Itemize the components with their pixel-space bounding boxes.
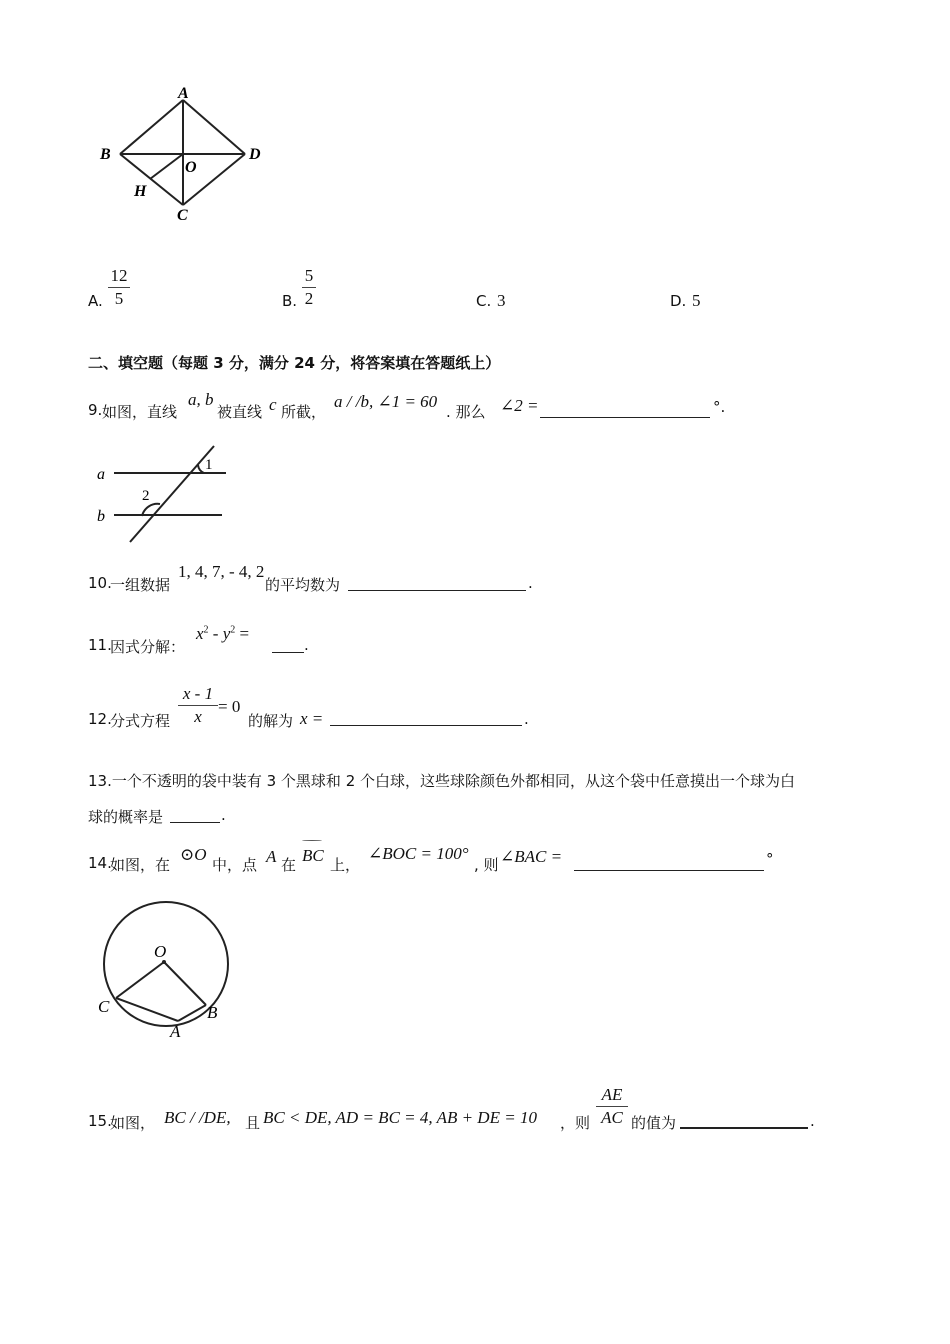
q15-text-3: ，则 <box>560 1114 591 1132</box>
arc-symbol-icon <box>302 840 322 842</box>
option-a-denominator: 5 <box>114 289 124 308</box>
q15-text-2: 且 <box>245 1114 261 1132</box>
q12-fraction <box>178 684 218 727</box>
q10-tail: . <box>528 574 533 592</box>
option-b-label: B. <box>282 292 298 310</box>
q9-text-2: 被直线 <box>217 403 263 421</box>
q10-text-1: 一组数据 <box>110 576 171 594</box>
option-c-value: 3 <box>497 291 506 310</box>
q15-math-conditions: BC < DE, AD = BC = 4, AB + DE = 10 <box>263 1108 537 1127</box>
q11-text-1: 因式分解： <box>110 638 186 656</box>
option-a-numerator: 12 <box>110 266 128 285</box>
option-b-numerator: 5 <box>304 266 314 285</box>
angle-label-1: 1 <box>205 457 213 473</box>
q9-number: 9. <box>88 401 103 419</box>
q14-math-bc: BC <box>302 846 324 865</box>
label-A: A <box>178 85 189 102</box>
label-C: C <box>177 207 188 224</box>
q9-math-condition: a / /b, ∠1 = 60 <box>334 392 438 411</box>
q15-text-1: 如图， <box>110 1114 156 1132</box>
q12-numerator: x - 1 <box>182 684 214 703</box>
q9-answer-blank[interactable] <box>540 401 710 418</box>
q14-tail: ° <box>766 850 774 868</box>
q13-answer-blank[interactable] <box>170 806 220 823</box>
q13-line-1: 13.一个不透明的袋中装有 3 个黑球和 2 个白球，这些球除颜色外都相同，从这个袋中任意摸出一个球为白 <box>88 772 796 790</box>
q12-equals-zero: = 0 <box>218 697 241 716</box>
q12-number: 12. <box>88 710 112 728</box>
q15-answer-blank[interactable] <box>680 1111 808 1129</box>
q10-math-data: 1, 4, 7, - 4, 2 <box>178 562 265 581</box>
q9-math-angle2: ∠2 = <box>500 396 539 415</box>
q15-text-4: 的值为 <box>631 1114 677 1132</box>
q9-math-ab: a, b <box>188 390 214 409</box>
q9-text-4: . 那么 <box>446 403 486 421</box>
q9-math-c: c <box>269 395 277 414</box>
q12-tail: . <box>524 710 529 728</box>
angle-label-2: 2 <box>142 488 150 504</box>
q10-text-2: 的平均数为 <box>265 576 341 594</box>
q12-denominator: x <box>194 707 202 726</box>
parallel-lines-figure <box>92 442 232 548</box>
q15-math-parallel: BC / /DE, <box>164 1108 231 1127</box>
q14-text-2: 中，点 <box>212 856 258 874</box>
q12-text-1: 分式方程 <box>110 712 171 730</box>
option-c-label: C. <box>476 292 492 310</box>
q15-denominator: AC <box>601 1108 623 1127</box>
q9-text-3: 所截， <box>281 403 327 421</box>
q15-numerator: AE <box>601 1085 623 1104</box>
q9-text-1: 如图，直线 <box>102 403 178 421</box>
circle-figure <box>92 898 242 1046</box>
label-H: H <box>134 183 147 200</box>
line-label-a: a <box>97 466 105 483</box>
q11-answer-blank[interactable] <box>272 636 304 653</box>
q11-number: 11. <box>88 636 112 654</box>
option-b-denominator: 2 <box>304 289 314 308</box>
option-a-fraction <box>108 266 130 309</box>
option-d-label: D. <box>670 292 687 310</box>
q15-number: 15. <box>88 1112 112 1130</box>
circle-label-B: B <box>207 1003 218 1022</box>
q13-line-2: 球的概率是 <box>88 808 164 826</box>
q14-number: 14. <box>88 854 112 872</box>
rhombus-figure <box>95 84 275 224</box>
q11-math: $x^2 - y^2$ = <box>196 624 250 643</box>
circle-label-O: O <box>154 942 167 961</box>
q14-math-circle: ⊙O <box>180 845 207 864</box>
circle-label-C: C <box>98 997 110 1016</box>
label-B: B <box>100 146 111 163</box>
q13-tail: . <box>221 806 226 824</box>
q15-tail: . <box>810 1112 815 1130</box>
q14-text-4: 上， <box>330 856 361 874</box>
q12-answer-blank[interactable] <box>330 709 522 726</box>
q14-text-5: , 则 <box>474 856 499 874</box>
q14-math-a: A <box>266 847 277 866</box>
q14-text-3: 在 <box>281 856 297 874</box>
option-d-value: 5 <box>692 291 701 310</box>
q14-math-angle-bac: ∠BAC = <box>500 847 563 866</box>
q10-answer-blank[interactable] <box>348 574 526 591</box>
option-a-label: A. <box>88 292 103 310</box>
q14-math-angle-boc: ∠BOC = 100° <box>368 844 469 863</box>
line-label-b: b <box>97 508 105 525</box>
q14-answer-blank[interactable] <box>574 854 764 871</box>
q9-tail: °. <box>713 398 726 416</box>
option-b-fraction <box>302 266 316 309</box>
q11-tail: . <box>304 636 309 654</box>
q10-number: 10. <box>88 574 112 592</box>
q15-fraction <box>596 1085 628 1128</box>
circle-label-A: A <box>170 1022 181 1041</box>
q12-text-2: 的解为 <box>248 712 294 730</box>
q12-x-equals: x = <box>300 709 324 728</box>
q14-text-1: 如图，在 <box>110 856 171 874</box>
section-heading: 二、填空题（每题 3 分，满分 24 分，将答案填在答题纸上） <box>88 354 501 372</box>
label-D: D <box>249 146 261 163</box>
label-O: O <box>185 159 197 176</box>
